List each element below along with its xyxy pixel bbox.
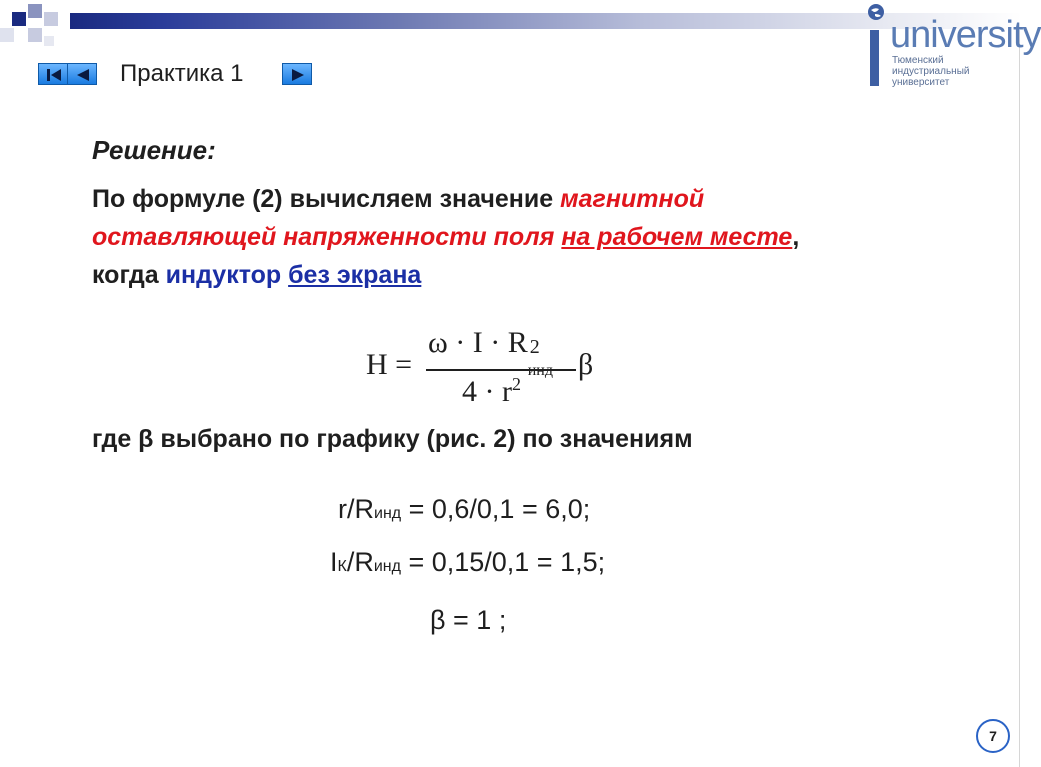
first-slide-button[interactable] (38, 63, 68, 85)
formula-numerator: ω · I · R 2 (428, 326, 540, 359)
right-border-line (1019, 30, 1020, 767)
formula-denominator: $4 \cdot r^2$ (462, 374, 521, 408)
para-text-1: По формуле (2) вычисляем значение (92, 185, 561, 213)
globe-icon (866, 2, 886, 22)
decor-square-3 (44, 12, 58, 26)
para-text-2: , когда (92, 223, 800, 289)
decor-square-5 (0, 28, 14, 42)
decor-square-2 (28, 4, 42, 18)
logo-subtitle (892, 55, 969, 88)
next-icon (283, 64, 313, 86)
para-highlight-workplace: на рабочем месте (561, 223, 793, 251)
fraction-line (426, 369, 576, 371)
decor-square-1 (12, 12, 26, 26)
decor-square-4 (28, 28, 42, 42)
logo-bar (870, 30, 879, 86)
prev-slide-button[interactable] (67, 63, 97, 85)
skip-first-icon (39, 64, 69, 86)
logo-sub-line-1: Тюменский (892, 55, 944, 66)
field-formula (366, 318, 606, 413)
next-slide-button[interactable] (282, 63, 312, 85)
formula-beta: β (578, 348, 594, 381)
logo-wordmark: university (890, 14, 1041, 56)
decor-square-6 (44, 36, 54, 46)
where-text: где β выбрано по графику (рис. 2) по значениям (92, 425, 693, 453)
para-highlight-magnetic: магнитной оставляющей напряженности поля (92, 185, 705, 251)
solution-paragraph (92, 180, 872, 294)
logo-sub-line-3: университет (892, 77, 950, 88)
slide-title: Практика 1 (120, 60, 244, 87)
equation-i-ratio: IК/Rинд = 0,15/0,1 = 1,5; (330, 547, 606, 577)
formula-lhs: H = (366, 348, 413, 381)
solution-heading: Решение: (92, 135, 216, 165)
para-highlight-no-screen: без экрана (288, 261, 422, 289)
para-highlight-inductor: индуктор (165, 261, 282, 289)
equation-r-ratio: r/Rинд = 0,6/0,1 = 6,0; (338, 494, 591, 524)
equation-beta: β = 1 ; (430, 605, 507, 635)
page-number: 7 (976, 719, 1010, 753)
prev-icon (68, 64, 98, 86)
logo-sub-line-2: индустриальный (892, 66, 970, 77)
